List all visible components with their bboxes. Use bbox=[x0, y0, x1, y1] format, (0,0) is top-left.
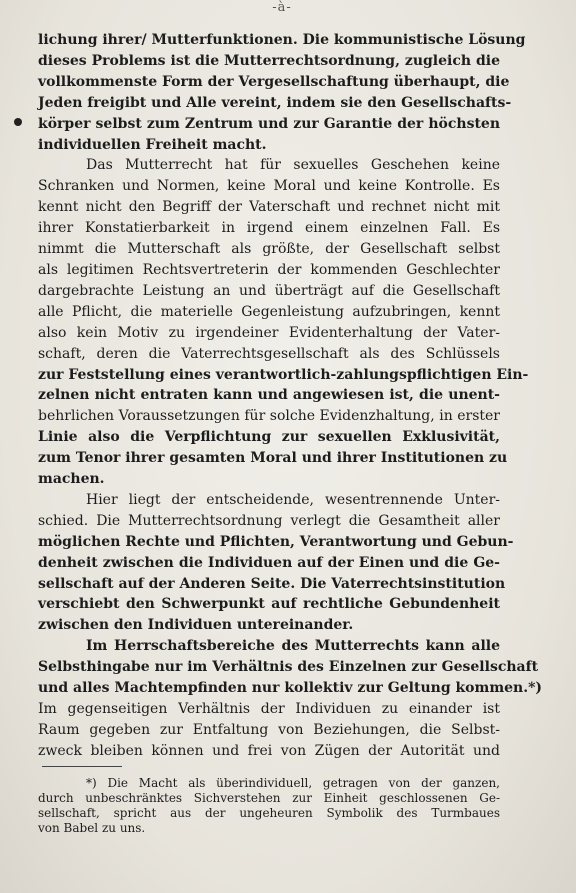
text-line: verschiebt den Schwerpunkt auf rechtliche Gebundenheit bbox=[38, 596, 500, 613]
text-line: körper selbst zum Zentrum und zur Garantie der höchsten bbox=[38, 115, 500, 132]
text-line: zwischen den Individuen untereinander. bbox=[38, 617, 354, 634]
text-line: machen. bbox=[38, 471, 105, 488]
text-line: behrlichen Voraussetzungen für solche Evidenzhaltung, in erster bbox=[38, 408, 500, 425]
text-line: Im Herrschaftsbereiche des Mutterrechts kann alle bbox=[86, 638, 500, 655]
text-line: zelnen nicht entraten kann und angewiesen ist, die unent- bbox=[38, 387, 500, 404]
footnote-line: sellschaft, spricht aus der ungeheuren Symbolik des Turmbaues bbox=[38, 806, 500, 820]
footnote-line: von Babel zu uns. bbox=[38, 821, 146, 835]
text-line: also kein Motiv zu irgendeiner Evidenterhaltung der Vater- bbox=[38, 324, 500, 341]
text-line: individuellen Freiheit macht. bbox=[38, 136, 267, 153]
text-line: vollkommenste Form der Vergesellschaftung überhaupt, die bbox=[38, 73, 510, 90]
text-line: Linie also die Verpflichtung zur sexuellen Exklusivität, bbox=[38, 429, 500, 446]
text-line: Schranken und Normen, keine Moral und keine Kontrolle. Es bbox=[38, 178, 500, 195]
text-line: zur Feststellung eines verantwortlich-zahlungspflichtigen Ein- bbox=[38, 366, 529, 383]
text-line: kennt nicht den Begriff der Vaterschaft und rechnet nicht mit bbox=[38, 199, 500, 216]
text-line: Hier liegt der entscheidende, wesentrennende Unter- bbox=[86, 491, 500, 508]
footnote bbox=[38, 776, 500, 836]
text-line: Im gegenseitigen Verhältnis der Individuen zu einander ist bbox=[38, 701, 500, 717]
text-line: dieses Problems ist die Mutterrechtsordnung, zugleich die bbox=[38, 52, 500, 69]
text-line: schied. Die Mutterrechtsordnung verlegt die Gesamtheit aller bbox=[38, 512, 500, 529]
footnote-line: *) Die Macht als überindividuell, getragen von der ganzen, bbox=[86, 776, 500, 790]
ink-dot bbox=[14, 118, 22, 126]
text-line: dargebrachte Leistung an und überträgt auf die Gesellschaft bbox=[38, 282, 500, 299]
text-line: sellschaft auf der Anderen Seite. Die Vaterrechtsinstitution bbox=[38, 575, 506, 592]
text-line: Raum gegeben zur Entfaltung von Beziehungen, die Selbst- bbox=[38, 721, 500, 738]
text-line: als legitimen Rechtsvertreterin der kommenden Geschlechter bbox=[38, 261, 500, 278]
text-line: Das Mutterrecht hat für sexuelles Geschehen keine bbox=[86, 157, 500, 174]
footnote-separator bbox=[42, 766, 122, 767]
text-line: lichung ihrer/ Mutterfunktionen. Die kommunistische Lösung bbox=[38, 32, 526, 48]
text-line: zweck bleiben können und frei von Zügen der Autorität und bbox=[38, 742, 500, 759]
footnote-line: durch unbeschränktes Sichverstehen zur Einheit geschlossenen Ge- bbox=[38, 791, 500, 805]
text-line: Jeden freigibt und Alle vereint, indem sie den Gesellschafts- bbox=[38, 94, 512, 111]
text-line: und alles Machtempfinden nur kollektiv zur Geltung kommen.*) bbox=[38, 680, 543, 697]
text-line: denheit zwischen die Individuen auf der Einen und die Ge- bbox=[38, 554, 500, 571]
text-line: schaft, deren die Vaterrechtsgesellschaft als des Schlüssels bbox=[38, 345, 500, 362]
text-line: alle Pflicht, die materielle Gegenleistung aufzubringen, kennt bbox=[38, 303, 500, 320]
text-line: möglichen Rechte und Pflichten, Verantwortung und Gebun- bbox=[38, 533, 514, 550]
text-line: Selbsthingabe nur im Verhältnis des Einzelnen zur Gesellschaft bbox=[38, 659, 539, 676]
text-line: zum Tenor ihrer gesamten Moral und ihrer Institutionen zu bbox=[38, 450, 508, 467]
page-number: -à- bbox=[272, 0, 292, 15]
text-line: nimmt die Mutterschaft als größte, der Gesellschaft selbst bbox=[38, 241, 500, 258]
text-line: ihrer Konstatierbarkeit in irgend einem einzelnen Fall. Es bbox=[38, 220, 500, 237]
body-text bbox=[38, 30, 543, 762]
